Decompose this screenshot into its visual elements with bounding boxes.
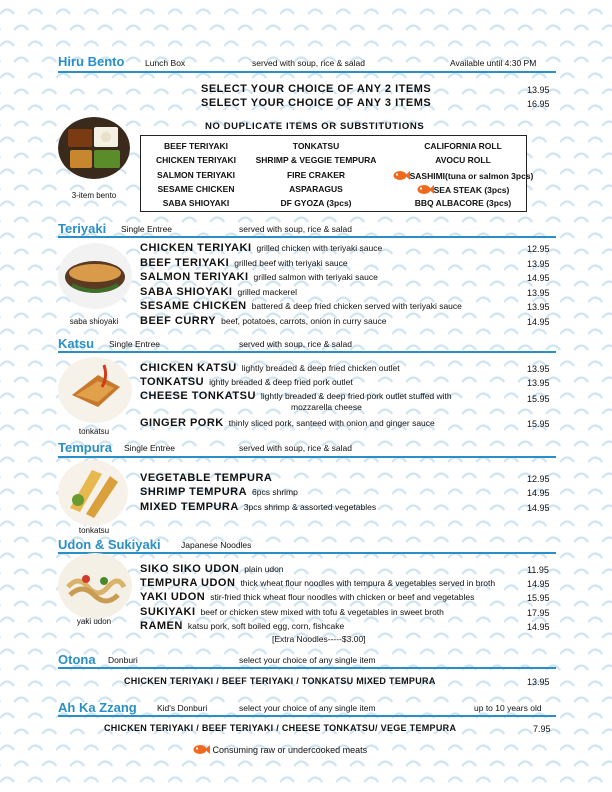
menu-item-description: ightly breaded & deep fried pork outlet: [209, 377, 353, 387]
section-subtitle: Lunch Box: [145, 58, 186, 68]
wave-line: [0, 778, 612, 783]
wave-line: [0, 74, 612, 79]
price: 13.95: [527, 378, 550, 388]
tempura-photo: [58, 460, 128, 526]
bento-choice: [158, 184, 235, 194]
served-note: select your choice of any single item: [239, 655, 376, 665]
wave-line: [0, 10, 612, 15]
wave-line: [0, 330, 612, 335]
menu-item-name: SESAME CHICKEN: [140, 300, 247, 313]
menu-item: [140, 271, 378, 283]
bento-choice-label: SASHIMI(tuna or salmon 3pcs): [409, 170, 534, 181]
fish-icon: [193, 744, 210, 757]
photo-caption: yaki udon: [76, 617, 112, 626]
section-title-katsu: Katsu: [58, 336, 95, 351]
menu-item: [140, 376, 353, 388]
bento-choice-label: CALIFORNIA ROLL: [424, 141, 502, 151]
bento-choice-label: DF GYOZA (3pcs): [280, 198, 352, 209]
bento-choice-label: FIRE CRAKER: [286, 169, 346, 180]
bento-photo: [58, 117, 130, 179]
menu-item: [140, 501, 376, 513]
price: 13.95: [527, 677, 550, 687]
bento-choice: [287, 170, 345, 180]
served-note: select your choice of any single item: [239, 703, 376, 713]
bento-choice-label: SABA SHIOYAKI: [162, 198, 230, 209]
menu-item-description: stir-fried thick wheat flour noodles with chicken or beef and vegetables: [210, 592, 475, 603]
bento-choice-label: BBQ ALBACORE (3pcs): [414, 198, 512, 209]
menu-item: [140, 577, 495, 589]
section-rule: [58, 456, 556, 458]
section-title-tempura: Tempura: [58, 440, 112, 455]
select-two-items: SELECT YOUR CHOICE OF ANY 2 ITEMS: [201, 83, 432, 95]
price: 13.95: [527, 302, 550, 313]
menu-item-description: plain udon: [244, 564, 284, 574]
price: 14.95: [527, 317, 550, 327]
price: 15.95: [527, 419, 550, 429]
section-subtitle: Donburi: [108, 655, 138, 665]
served-note: served with soup, rice & salad: [239, 443, 352, 453]
bento-choice-label: TONKATSU: [292, 141, 340, 151]
bento-choice: [164, 141, 228, 151]
price: 13.95: [527, 85, 550, 95]
bento-choice-label: SALMON TERIYAKI: [156, 169, 236, 180]
menu-item-name: MIXED TEMPURA: [140, 500, 239, 513]
otona-choices: CHICKEN TERIYAKI / BEEF TERIYAKI / TONKATSU MIXED TEMPURA: [124, 676, 436, 686]
menu-item: [140, 591, 474, 603]
served-note: served with soup, rice & salad: [239, 339, 352, 349]
price: 16.95: [527, 99, 550, 109]
bento-choice-label: SHRIMP & VEGGIE TEMPURA: [255, 155, 377, 166]
section-subtitle: Single Entree: [124, 443, 176, 453]
bento-choice: [281, 198, 352, 208]
bento-choice-label: ASPARAGUS: [289, 183, 343, 194]
section-title-ah-ka-zzang: Ah Ka Zzang: [58, 700, 137, 715]
section-title-teriyaki: Teriyaki: [58, 221, 107, 236]
menu-item-name: SABA SHIOYAKI: [140, 285, 233, 298]
served-note: served with soup, rice & salad: [252, 58, 365, 68]
served-note: served with soup, rice & salad: [239, 224, 352, 234]
menu-item-description: beef, potatoes, carrots, onion in curry sauce: [221, 316, 387, 326]
price: 7.95: [533, 724, 551, 734]
select-three-items: SELECT YOUR CHOICE OF ANY 3 ITEMS: [201, 97, 432, 109]
fish-icon: [393, 170, 410, 183]
section-rule: [58, 71, 556, 73]
photo-caption: 3-item bento: [71, 191, 117, 200]
menu-item-name: YAKI UDON: [140, 591, 206, 604]
bento-choice: [163, 198, 229, 208]
menu-item-name: VEGETABLE TEMPURA: [140, 472, 273, 484]
price: 15.95: [527, 394, 550, 404]
wave-line: [0, 762, 612, 767]
price: 17.95: [527, 607, 550, 618]
section-rule: [58, 552, 556, 554]
price: 13.95: [527, 258, 550, 269]
section-subtitle: Single Entree: [109, 339, 161, 349]
price: 14.95: [527, 621, 550, 632]
bento-choice: [156, 155, 236, 165]
bento-choice: [424, 141, 502, 151]
bento-choice: [157, 170, 235, 180]
age-note: up to 10 years old: [474, 703, 542, 713]
section-subtitle: Single Entree: [121, 224, 173, 234]
section-rule: [58, 236, 556, 238]
menu-item-name: CHICKEN TERIYAKI: [140, 242, 252, 254]
menu-item-description: lightly breaded & deep fried pork outlet stuffed with: [260, 391, 452, 401]
menu-item-description: beef or chicken stew mixed with tofu & vegetables in sweet broth: [200, 606, 444, 617]
wave-line: [0, 26, 612, 31]
bento-choice-label: AVOCU ROLL: [435, 155, 491, 166]
bento-choice-label: SEA STEAK (3pcs): [433, 184, 510, 195]
menu-item: [140, 286, 297, 298]
menu-item-description: grilled chicken with teriyaki sauce: [256, 243, 383, 253]
section-title-udon-sukiyaki: Udon & Sukiyaki: [58, 537, 161, 552]
photo-caption: tonkatsu: [78, 427, 110, 436]
section-title-otona: Otona: [58, 652, 96, 667]
menu-item-name: SHRIMP TEMPURA: [140, 486, 248, 499]
section-title-hiru-bento: Hiru Bento: [58, 54, 125, 69]
photo-caption: saba shioyaki: [69, 317, 119, 326]
menu-item: [140, 563, 284, 575]
menu-item-name: SUKIYAKI: [140, 605, 196, 618]
section-rule: [58, 667, 556, 669]
menu-item: [140, 257, 348, 269]
bento-choice: [289, 184, 343, 194]
section-rule: [58, 715, 556, 717]
bento-choice: [435, 155, 491, 165]
extra-noodles-note: [Extra Noodles-----$3.00]: [272, 634, 366, 644]
menu-item-name: CHEESE TONKATSU: [140, 390, 256, 402]
price: 14.95: [527, 488, 550, 499]
menu-item-name: BEEF CURRY: [140, 315, 217, 327]
menu-item: [140, 300, 462, 312]
menu-item: [140, 472, 272, 484]
menu-item: [140, 390, 452, 402]
section-subtitle: Kid's Donburi: [157, 703, 208, 713]
menu-item: [140, 417, 435, 429]
tonkatsu-photo: [58, 357, 132, 423]
price: 15.95: [527, 593, 550, 604]
section-subtitle: Japanese Noodles: [181, 540, 252, 550]
bento-choice-label: SESAME CHICKEN: [157, 183, 235, 194]
menu-item-name: RAMEN: [140, 619, 183, 632]
price: 14.95: [527, 273, 550, 284]
availability-note: Available until 4:30 PM: [450, 58, 537, 68]
menu-item-name: SALMON TERIYAKI: [140, 271, 249, 284]
warning-text: Consuming raw or undercooked meats: [212, 744, 368, 755]
wave-line: [0, 42, 612, 47]
price: 13.95: [527, 287, 550, 298]
menu-item-description: 6pcs shrimp: [252, 487, 298, 498]
raw-food-warning: [193, 744, 367, 757]
fish-icon: [417, 184, 434, 197]
menu-item: [140, 606, 444, 618]
menu-item-name: CHICKEN KATSU: [140, 362, 237, 374]
price: 13.95: [527, 364, 550, 374]
bento-choice: [256, 155, 377, 165]
menu-item-description: mozzarella cheese: [291, 402, 362, 412]
photo-caption: tonkatsu: [78, 526, 110, 535]
menu-item-description: lightly breaded & deep fried chicken outlet: [241, 363, 400, 373]
bento-choice: [293, 141, 339, 151]
menu-item: [140, 242, 382, 254]
menu-item-description: thinly sliced pork, santeed with onion and ginger sauce: [228, 418, 435, 428]
bento-choice-label: CHICKEN TERIYAKI: [156, 155, 236, 166]
menu-item-name: GINGER PORK: [140, 417, 224, 429]
menu-item-description: battered & deep fried chicken served with teriyaki sauce: [251, 301, 462, 312]
menu-item: [140, 620, 344, 632]
menu-item-name: TEMPURA UDON: [140, 577, 236, 590]
menu-item-description: 3pcs shrimp & assorted vegetables: [243, 501, 377, 512]
no-duplicates-note: NO DUPLICATE ITEMS OR SUBSTITUTIONS: [205, 121, 425, 132]
menu-item-name: BEEF TERIYAKI: [140, 256, 230, 269]
bento-choice-label: BEEF TERIYAKI: [164, 141, 228, 151]
price: 14.95: [527, 502, 550, 513]
menu-item: [140, 362, 400, 374]
saba-shioyaki-photo: [58, 243, 132, 309]
menu-item-description: thick wheat flour noodles with tempura & vegetables served in broth: [240, 578, 496, 589]
section-rule: [58, 351, 556, 353]
price: 11.95: [527, 565, 549, 575]
menu-item-description: katsu pork, soft boiled egg, corn, fishcake: [187, 620, 345, 631]
bento-choice: [393, 170, 534, 183]
bento-choice: [415, 198, 512, 208]
price: 12.95: [527, 244, 550, 254]
menu-item-description: grilled beef with teriyaki sauce: [234, 257, 348, 268]
kids-choices: CHICKEN TERIYAKI / BEEF TERIYAKI / CHEESE TONKATSU/ VEGE TEMPURA: [104, 723, 457, 733]
menu-item: [140, 315, 386, 327]
menu-item: [140, 486, 298, 498]
bento-choice: [417, 184, 510, 197]
menu-item-name: TONKATSU: [140, 376, 205, 388]
price: 12.95: [527, 474, 550, 484]
menu-item-description: grilled mackerel: [237, 286, 298, 297]
menu-item-name: SIKO SIKO UDON: [140, 563, 240, 575]
yaki-udon-photo: [58, 553, 132, 619]
menu-item-description: grilled salmon with teriyaki sauce: [253, 272, 378, 283]
price: 14.95: [527, 579, 550, 590]
